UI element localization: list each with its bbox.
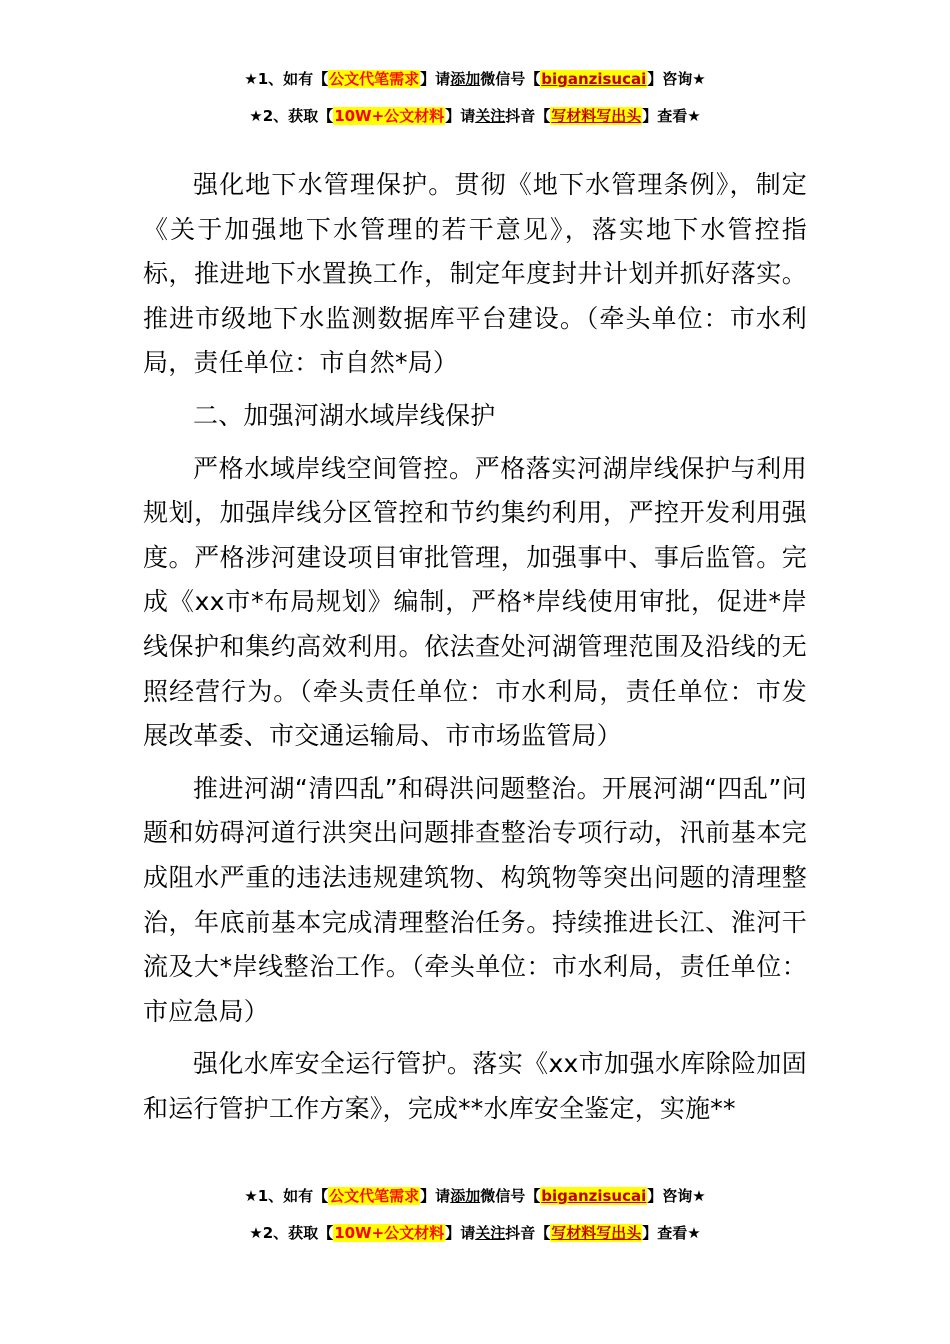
banner-highlight: 10W+公文材料 [334,107,445,125]
body-paragraph: 推进河湖“清四乱”和碍洪问题整治。开展河湖“四乱”问题和妨碍河道行洪突出问题排查整治专项行动，汛前基本完成阻水严重的违法违规建筑物、构筑物等突出问题的清理整治，年底前基本完成清理整治任务。持续推进长江、淮河干流及大*岸线整治工作。（牵头单位：市水利局，责任单位：市应急局） [143,773,807,1026]
banner-middle: 】请 [445,1224,476,1242]
banner-suffix: 】查看★ [642,1224,701,1242]
banner-middle: 抖音【 [505,1224,551,1242]
document-body [143,163,807,1139]
body-paragraph: 强化地下水管理保护。贯彻《地下水管理条例》，制定《关于加强地下水管理的若干意见》，落实地下水管控指标，推进地下水置换工作，制定年度封井计划并抓好落实。推进市级地下水监测数据库平台建设。（牵头单位：市水利局，责任单位：市自然*局） [143,170,807,378]
banner-middle: 微信号【 [480,1187,541,1205]
header-banner-line-1 [0,66,950,103]
banner-suffix: 】咨询★ [647,1187,706,1205]
banner-highlight: 10W+公文材料 [334,1224,445,1242]
banner-suffix: 】查看★ [642,107,701,125]
wechat-id-link[interactable]: biganzisucai [541,1187,647,1205]
header-banner-line-2 [0,103,950,140]
body-paragraph: 严格水域岸线空间管控。严格落实河湖岸线保护与利用规划，加强岸线分区管控和节约集约利用，严控开发利用强度。严格涉河建设项目审批管理，加强事中、事后监管。完成《xx市*布局规划》编制，严格*岸线使用审批，促进*岸线保护和集约高效利用。依法查处河湖管理范围及沿线的无照经营行为。（牵头责任单位：市水利局，责任单位：市发展改革委、市交通运输局、市市场监管局） [143,453,807,751]
banner-middle: 】请 [420,70,451,88]
banner-prefix: ★1、如有【 [244,70,329,88]
banner-emphasis: 添加 [450,70,481,88]
header-banner [0,66,950,140]
banner-highlight: 公文代笔需求 [329,70,420,88]
douyin-account-link[interactable]: 写材料写出头 [551,1224,642,1242]
banner-prefix: ★1、如有【 [244,1187,329,1205]
banner-highlight: 公文代笔需求 [329,1187,420,1205]
body-paragraph: 强化水库安全运行管护。落实《xx市加强水库除险加固和运行管护工作方案》，完成**水库安全鉴定，实施** [143,1049,807,1123]
banner-emphasis: 添加 [450,1187,481,1205]
banner-emphasis: 关注 [475,107,506,125]
wechat-id-link[interactable]: biganzisucai [541,70,647,88]
banner-middle: 】请 [445,107,476,125]
banner-suffix: 】咨询★ [647,70,706,88]
banner-middle: 抖音【 [505,107,551,125]
footer-banner-line-2 [0,1220,950,1257]
banner-prefix: ★2、获取【 [249,1224,334,1242]
douyin-account-link[interactable]: 写材料写出头 [551,107,642,125]
banner-middle: 微信号【 [480,70,541,88]
banner-prefix: ★2、获取【 [249,107,334,125]
footer-banner-line-1 [0,1183,950,1220]
section-heading: 二、加强河湖水域岸线保护 [193,400,496,430]
banner-middle: 】请 [420,1187,451,1205]
footer-banner [0,1183,950,1257]
banner-emphasis: 关注 [475,1224,506,1242]
